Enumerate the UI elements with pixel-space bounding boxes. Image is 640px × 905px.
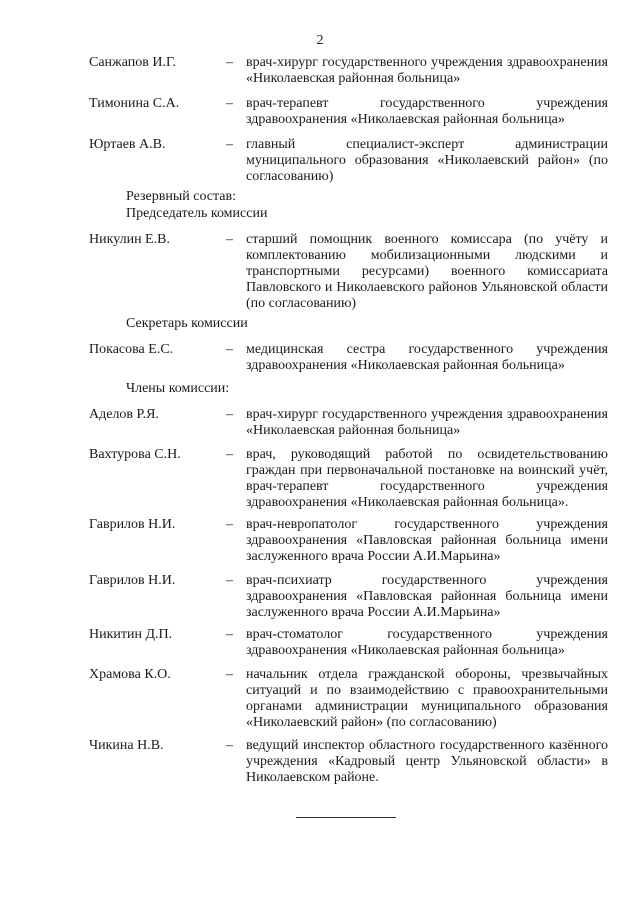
member-position: ведущий инспектор областного государственного казённого учреждения «Кадровый центр Ульяновской области» в Николаевском районе. <box>246 738 608 785</box>
member-name: Вахтурова С.Н. <box>89 447 181 462</box>
member-name: Никулин Е.В. <box>89 232 170 247</box>
member-position: старший помощник военного комиссара (по учёту и комплектованию мобилизационными людскими и транспортными ресурсами) военного комиссариата Павловского и Николаевского районов Ульяновской области (по согласованию) <box>246 232 608 311</box>
dash: – <box>226 137 233 152</box>
dash: – <box>226 447 233 462</box>
member-position: врач-психиатр государственного учреждения здравоохранения «Павловская районная больница имени заслуженного врача России А.И.Марьина» <box>246 573 608 620</box>
dash: – <box>226 96 233 111</box>
member-position: начальник отдела гражданской обороны, чрезвычайных ситуаций и по взаимодействию с правоохранительными органами администрации муниципального образования «Николаевский район» (по согласованию) <box>246 667 608 730</box>
members-heading: Члены комиссии: <box>126 381 230 396</box>
member-name: Чикина Н.В. <box>89 738 164 753</box>
end-divider <box>296 817 396 818</box>
dash: – <box>226 232 233 247</box>
reserve-heading: Резервный состав: <box>126 189 237 204</box>
member-name: Храмова К.О. <box>89 667 171 682</box>
dash: – <box>226 55 233 70</box>
dash: – <box>226 342 233 357</box>
dash: – <box>226 738 233 753</box>
member-position: врач-невропатолог государственного учреждения здравоохранения «Павловская районная больница имени заслуженного врача России А.И.Марьина» <box>246 517 608 564</box>
member-position: главный специалист-эксперт администрации муниципального образования «Николаевский район» (по согласованию) <box>246 137 608 184</box>
member-name: Покасова Е.С. <box>89 342 174 357</box>
member-name: Никитин Д.П. <box>89 627 173 642</box>
member-position: врач-хирург государственного учреждения здравоохранения «Николаевская районная больница» <box>246 407 608 438</box>
page-number: 2 <box>316 33 324 48</box>
member-name: Гаврилов Н.И. <box>89 573 176 588</box>
secretary-heading: Секретарь комиссии <box>126 316 248 331</box>
member-name: Тимонина С.А. <box>89 96 180 111</box>
member-position: врач-хирург государственного учреждения здравоохранения «Николаевская районная больница» <box>246 55 608 86</box>
member-name: Аделов Р.Я. <box>89 407 159 422</box>
member-position: врач-терапевт государственного учреждения здравоохранения «Николаевская районная больница» <box>246 96 608 127</box>
member-name: Санжапов И.Г. <box>89 55 176 70</box>
dash: – <box>226 627 233 642</box>
member-position: врач-стоматолог государственного учреждения здравоохранения «Николаевская районная больница» <box>246 627 608 658</box>
dash: – <box>226 667 233 682</box>
member-name: Юртаев А.В. <box>89 137 166 152</box>
dash: – <box>226 407 233 422</box>
dash: – <box>226 517 233 532</box>
member-position: медицинская сестра государственного учреждения здравоохранения «Николаевская районная больница» <box>246 342 608 373</box>
member-position: врач, руководящий работой по освидетельствованию граждан при первоначальной постановке на воинский учёт, врач-терапевт государственного учреждения здравоохранения «Николаевская районная больница». <box>246 447 608 510</box>
dash: – <box>226 573 233 588</box>
chair-heading: Председатель комиссии <box>126 206 268 221</box>
member-name: Гаврилов Н.И. <box>89 517 176 532</box>
